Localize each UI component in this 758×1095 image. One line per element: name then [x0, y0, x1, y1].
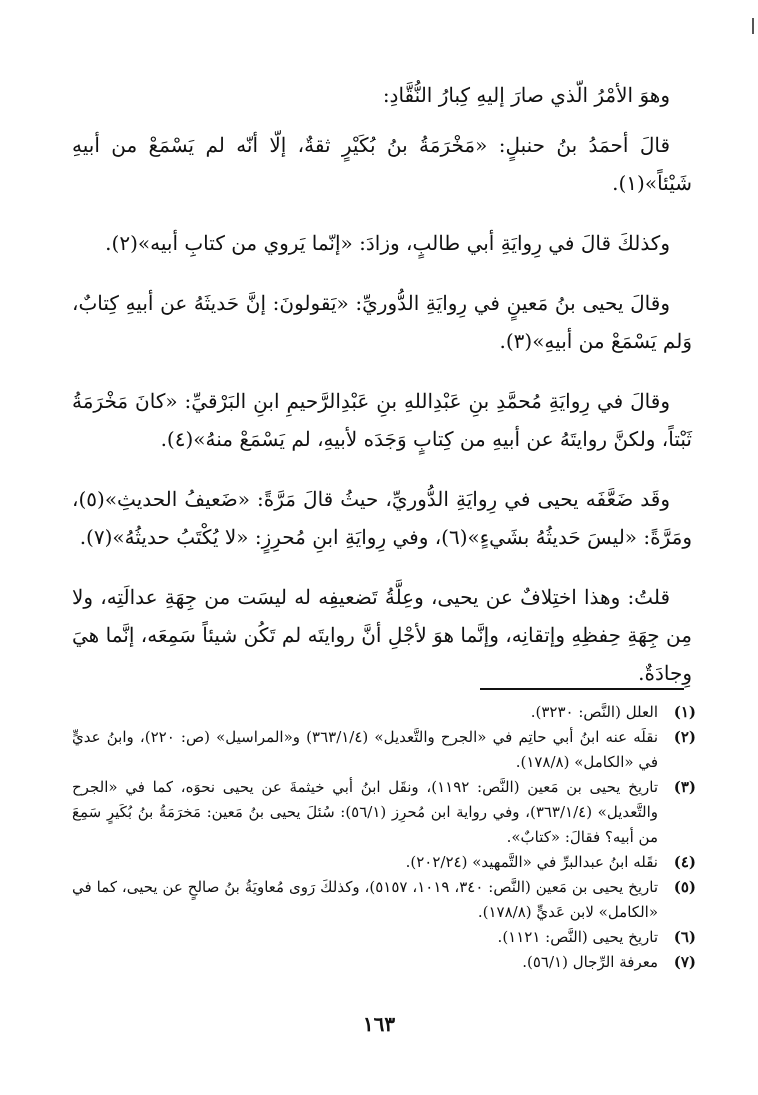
footnote-text: معرفة الرِّجال (٥٦/١). [522, 953, 658, 971]
paragraph: وقالَ في رِوايَةِ مُحمَّدِ بنِ عَبْدِاللهِ بنِ عَبْدِالرَّحيمِ ابنِ البَرْقيِّ: «كانَ مَخْرَمَةُ ثَبْتاً، ولكنَّ روايتَهُ عن أبيهِ من كِتابٍ وَجَدَه لأبيهِ، لم يَسْمَعْ منهُ»(٤). [72, 389, 692, 451]
footnote [72, 925, 696, 950]
footnote-number: (٢) [673, 728, 696, 746]
footnote [72, 850, 696, 875]
paragraph: قالَ أحمَدُ بنُ حنبلٍ: «مَخْرَمَةُ بنُ بُكَيْرٍ ثقةٌ، إلّا أنّه لم يَسْمَعْ من أبيهِ شَيْئاً»(١). [72, 133, 692, 195]
footnote-separator [480, 688, 684, 690]
footnote-text: نقَله ابنُ عبدالبرِّ في «التَّمهيد» (٢٠٢/٢٤). [405, 853, 658, 871]
footnote [72, 725, 696, 775]
footnote-number: (٦) [673, 928, 696, 946]
footnote [72, 950, 696, 975]
footnote [72, 875, 696, 925]
footnote-number: (٧) [673, 953, 696, 971]
footnote-number: (١) [673, 703, 696, 721]
footnote [72, 700, 696, 725]
scan-edge-mark [752, 18, 754, 34]
footnote-number: (٤) [673, 853, 696, 871]
footnote-text: نقلَه عنه ابنُ أبي حاتِم في «الجرح والتَّعديل» (٣٦٣/١/٤) و«المراسيل» (ص: ٢٢٠)، وابنُ عديٍّ في «الكامل» (١٧٨/٨). [72, 728, 658, 771]
footnote-number: (٣) [673, 778, 696, 796]
footnote-number: (٥) [673, 878, 696, 896]
footnotes [72, 700, 696, 975]
paragraph: قلتُ: وهذا اختِلافٌ عن يحيى، وعِلَّةُ تَضعيفِه له ليسَت من جِهَةِ عدالَتِه، ولا مِن جِهَةِ حِفظِهِ وإتقانِه، وإنَّما هوَ لأجْلِ أنَّ روايتَه لم تَكُن شيئاً سَمِعَه، إنَّما هيَ وِجادَةٌ. [72, 585, 692, 685]
footnote-text: تاريخ يحيى (النَّص: ١١٢١). [497, 928, 658, 946]
footnote-text: تاريخ يحيى بن مَعين (النَّص: ٣٤٠، ١٠١٩، ٥١٥٧)، وكذلكَ رَوى مُعاويَةُ بنُ صالحٍ عن يحيى، كما في «الكامل» لابن عَديٍّ (١٧٨/٨). [72, 878, 659, 921]
paragraph: وهوَ الأمْرُ الّذي صارَ إليهِ كِبارُ النُّقَّادِ: [382, 83, 670, 107]
page-number: ١٦٣ [362, 1012, 396, 1036]
footnote [72, 775, 696, 850]
main-text [72, 76, 692, 714]
paragraph: وكذلكَ قالَ في رِوايَةِ أبي طالبٍ، وزادَ: «إنّما يَروي من كتابِ أبيه»(٢). [105, 231, 670, 255]
paragraph: وقَد ضَعَّفَه يحيى في رِوايَةِ الدُّوريِّ، حيثُ قالَ مَرَّةً: «ضَعيفُ الحديثِ»(٥)، ومَرَّةً: «ليسَ حَديثُهُ بشَيءٍ»(٦)، وفي رِوايَةِ ابنِ مُحرِزٍ: «لا يُكْتَبُ حديثُهُ»(٧). [72, 487, 692, 549]
paragraph: وقالَ يحيى بنُ مَعينٍ في رِوايَةِ الدُّوريِّ: «يَقولونَ: إنَّ حَديثَهُ عن أبيهِ كِتابٌ، وَلم يَسْمَعْ من أبيهِ»(٣). [72, 291, 692, 353]
footnote-text: تاريخ يحيى بن مَعين (النَّص: ١١٩٢)، ونقَل ابنُ أبي خيثمةَ عن يحيى نحوَه، كما في «الجرح والتَّعديل» (٣٦٣/١/٤)، وفي رواية ابن مُحرِز (٥٦/١): سُئلَ يحيى بنُ مَعين: مَخرَمَةُ بنُ بُكَيرٍ سَمِعَ من أبيه؟ فقالَ: «كتابٌ». [72, 778, 658, 846]
footnote-text: العلل (النَّص: ٣٢٣٠). [530, 703, 658, 721]
